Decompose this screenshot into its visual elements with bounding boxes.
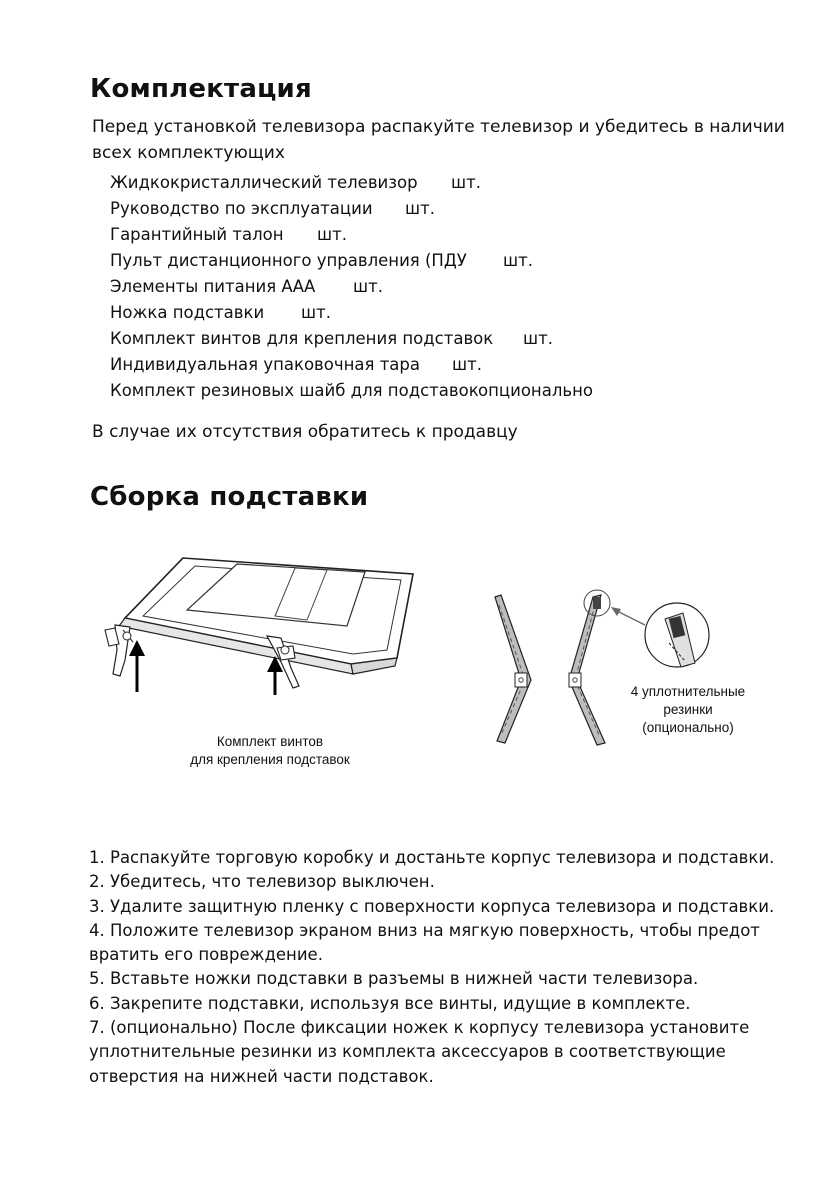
item-label: Гарантийный талон (110, 225, 284, 244)
caption-line: 4 уплотнительные (630, 684, 746, 699)
intro-line: всех комплектующих (92, 143, 285, 163)
list-item (110, 199, 435, 218)
contents-footer-note: В случае их отсутствия обратитесь к продавцу (92, 422, 518, 442)
list-item (110, 355, 482, 374)
step-line: 6. Закрепите подставки, используя все винты, идущие в комплекте. (89, 993, 691, 1013)
list-item (110, 225, 347, 244)
intro-text (92, 114, 785, 166)
step-line: 5. Вставьте ножки подставки в разъемы в нижней части телевизора. (89, 969, 699, 989)
section-title-contents: Комплектация (90, 74, 312, 104)
item-qty: шт. (301, 303, 331, 322)
intro-line: Перед установкой телевизора распакуйте телевизор и убедитесь в наличии (92, 117, 785, 137)
assembly-steps (89, 846, 774, 1089)
arrow-up-icon (129, 640, 145, 692)
step-line: отверстия на нижней части подставок. (89, 1066, 434, 1086)
item-qty: шт. (452, 355, 482, 374)
tv-back-illustration (95, 550, 425, 710)
item-label: Комплект резиновых шайб для подставок (110, 381, 479, 400)
step-line: 1. Распакуйте торговую коробку и достаньте корпус телевизора и подставки. (89, 848, 775, 867)
step-line: уплотнительные резинки из комплекта аксессуаров в соответствующие (89, 1042, 726, 1062)
caption-line: для крепления подставок (190, 752, 350, 767)
list-item (110, 251, 533, 270)
stand-leg-back (569, 590, 610, 745)
list-item (110, 303, 331, 322)
item-label: Руководство по эксплуатации (110, 199, 373, 218)
item-qty: шт. (317, 225, 347, 244)
item-qty: шт. (353, 277, 383, 296)
item-label: Пульт дистанционного управления (ПДУ (110, 251, 467, 270)
item-qty: шт. (523, 329, 553, 348)
step-line: 2. Убедитесь, что телевизор выключен. (89, 872, 435, 892)
list-item (110, 329, 553, 348)
item-label: Индивидуальная упаковочная тара (110, 355, 421, 374)
caption-line: (опционально) (642, 720, 734, 735)
step-line: вратить его повреждение. (89, 945, 323, 965)
step-line: 3. Удалите защитную пленку с поверхности корпуса телевизора и подставки. (89, 896, 775, 916)
caption-line: резинки (663, 702, 713, 717)
stand-leg-front (495, 595, 531, 743)
rubber-seal-zoom (645, 603, 709, 667)
step-line: 7. (опционально) После фиксации ножек к корпусу телевизора установите (89, 1018, 750, 1038)
item-qty: шт. (503, 251, 533, 270)
caption-seals (608, 683, 768, 737)
list-item (110, 381, 593, 400)
list-item (110, 277, 383, 296)
item-label: Ножка подставки (110, 303, 265, 322)
section-title-stand-assembly: Сборка подставки (90, 482, 369, 512)
caption-line: Комплект винтов (216, 734, 324, 749)
item-qty: опционально (478, 381, 593, 400)
stand-foot-left (105, 625, 133, 676)
item-label: Комплект винтов для крепления подставок (110, 329, 494, 348)
caption-screws (120, 733, 420, 769)
step-line: 4. Положите телевизор экраном вниз на мягкую поверхность, чтобы предот (89, 920, 760, 940)
item-qty: шт. (405, 199, 435, 218)
item-qty: шт. (451, 173, 481, 192)
item-label: Элементы питания ААА (110, 277, 316, 296)
item-label: Жидкокристаллический телевизор (110, 173, 418, 192)
list-item (110, 173, 481, 192)
